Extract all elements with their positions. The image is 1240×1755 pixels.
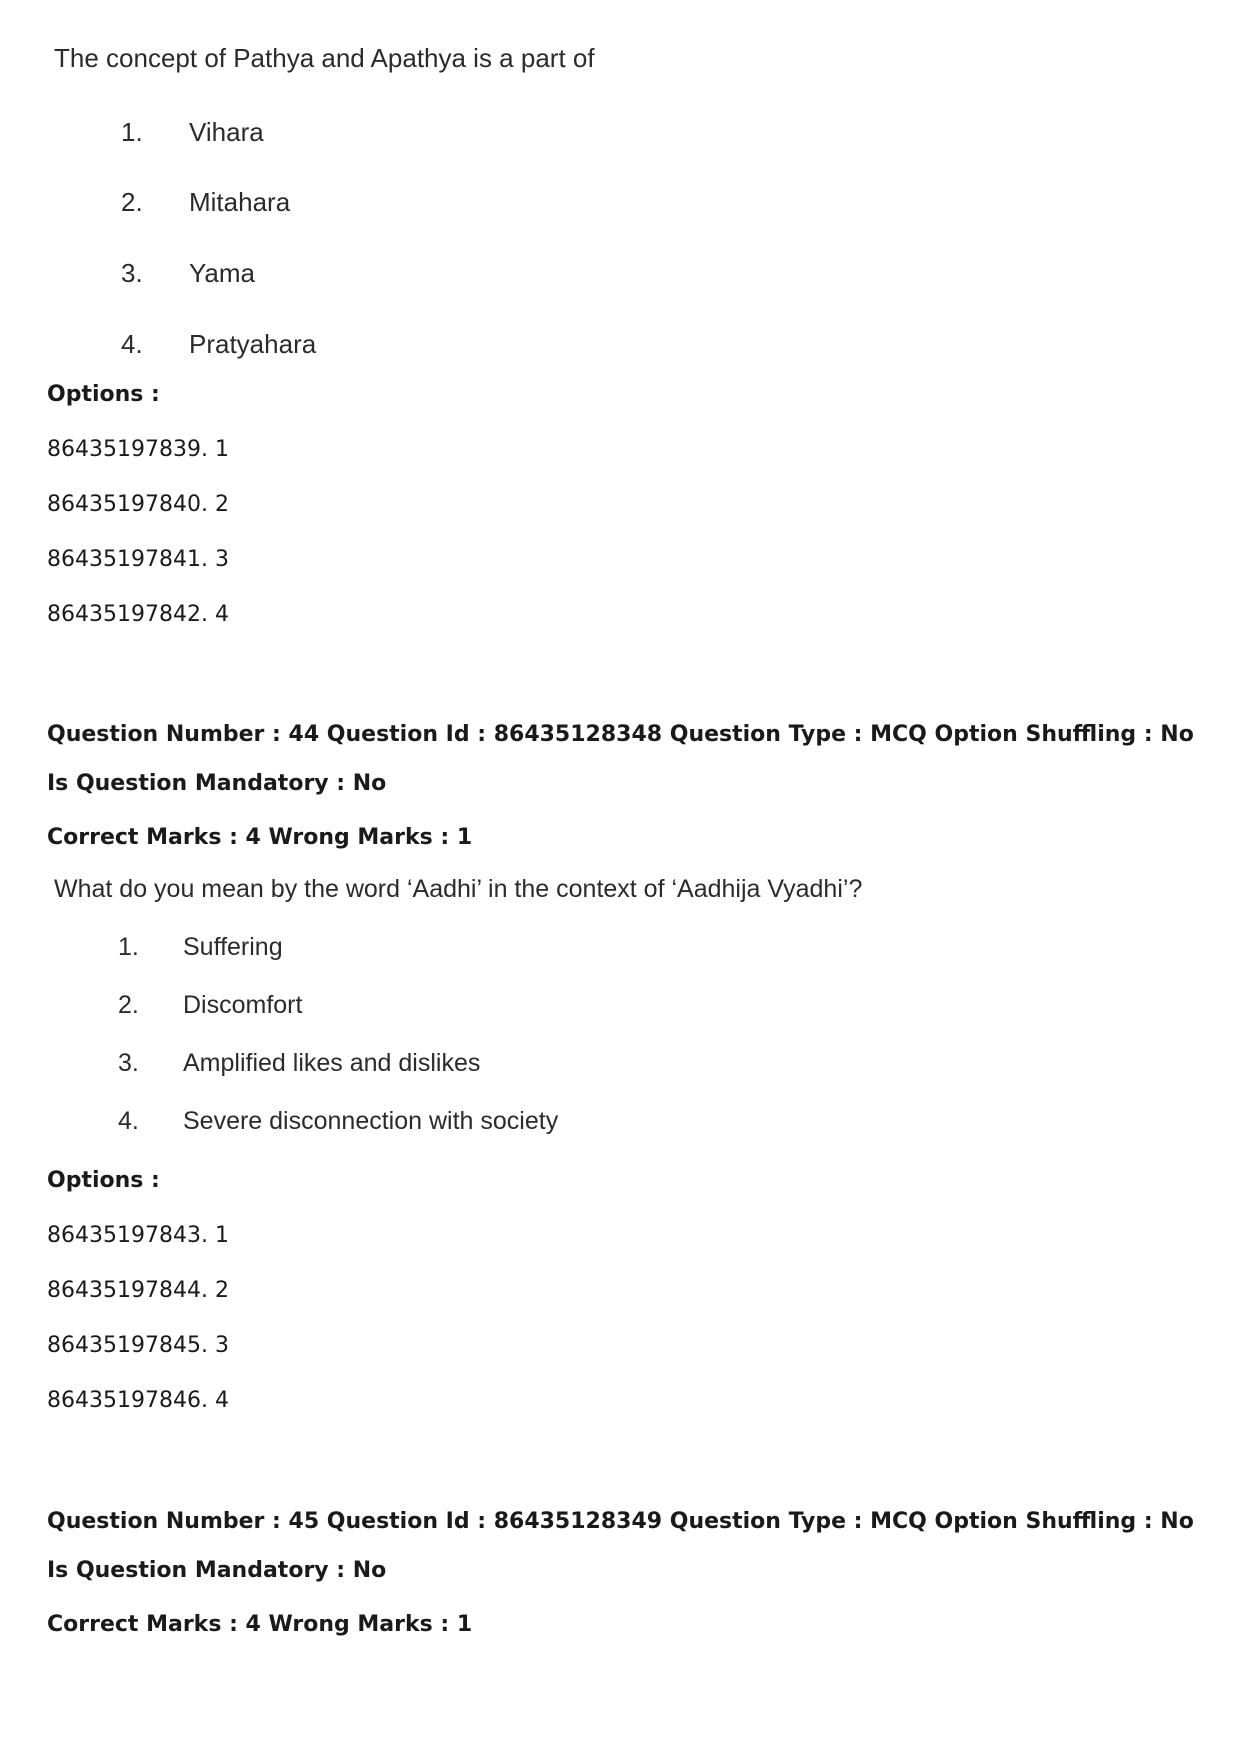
question-44-item-number: 3. <box>118 1049 139 1077</box>
option-id: 86435197843. 1 <box>47 1223 229 1248</box>
options-label: Options : <box>47 1168 160 1193</box>
question-44-marks: Correct Marks : 4 Wrong Marks : 1 <box>47 825 473 850</box>
question-43-item-number: 4. <box>121 329 143 359</box>
question-44-item-number: 1. <box>118 933 139 961</box>
question-45-marks: Correct Marks : 4 Wrong Marks : 1 <box>47 1612 473 1637</box>
question-44-mandatory: Is Question Mandatory : No <box>47 771 387 796</box>
option-id: 86435197845. 3 <box>47 1333 229 1358</box>
question-43-item-text: Vihara <box>189 117 264 147</box>
question-44-item-number: 2. <box>118 991 139 1019</box>
question-44-item-text: Discomfort <box>183 991 303 1019</box>
question-44-text: What do you mean by the word ‘Aadhi’ in the context of ‘Aadhija Vyadhi’? <box>54 875 863 903</box>
option-id: 86435197840. 2 <box>47 492 229 517</box>
question-43-text: The concept of Pathya and Apathya is a part of <box>54 43 595 73</box>
question-44-header: Question Number : 44 Question Id : 86435128348 Question Type : MCQ Option Shuffling : No <box>47 722 1194 747</box>
option-id: 86435197841. 3 <box>47 547 229 572</box>
question-44-item-number: 4. <box>118 1107 139 1135</box>
question-43-item-text: Mitahara <box>189 187 291 217</box>
question-45-mandatory: Is Question Mandatory : No <box>47 1558 387 1583</box>
question-44-item-text: Severe disconnection with society <box>183 1107 559 1135</box>
question-44-item-text: Amplified likes and dislikes <box>183 1049 481 1077</box>
options-label: Options : <box>47 382 160 407</box>
question-44-item-text: Suffering <box>183 933 283 961</box>
question-43-item-number: 3. <box>121 258 143 288</box>
option-id: 86435197844. 2 <box>47 1278 229 1303</box>
question-43-item-number: 1. <box>121 117 143 147</box>
option-id: 86435197846. 4 <box>47 1388 229 1413</box>
option-id: 86435197842. 4 <box>47 602 229 627</box>
question-45-header: Question Number : 45 Question Id : 86435128349 Question Type : MCQ Option Shuffling : No <box>47 1509 1194 1534</box>
question-43-item-text: Yama <box>189 258 255 288</box>
question-43-item-number: 2. <box>121 187 143 217</box>
option-id: 86435197839. 1 <box>47 437 229 462</box>
question-43-item-text: Pratyahara <box>189 329 317 359</box>
